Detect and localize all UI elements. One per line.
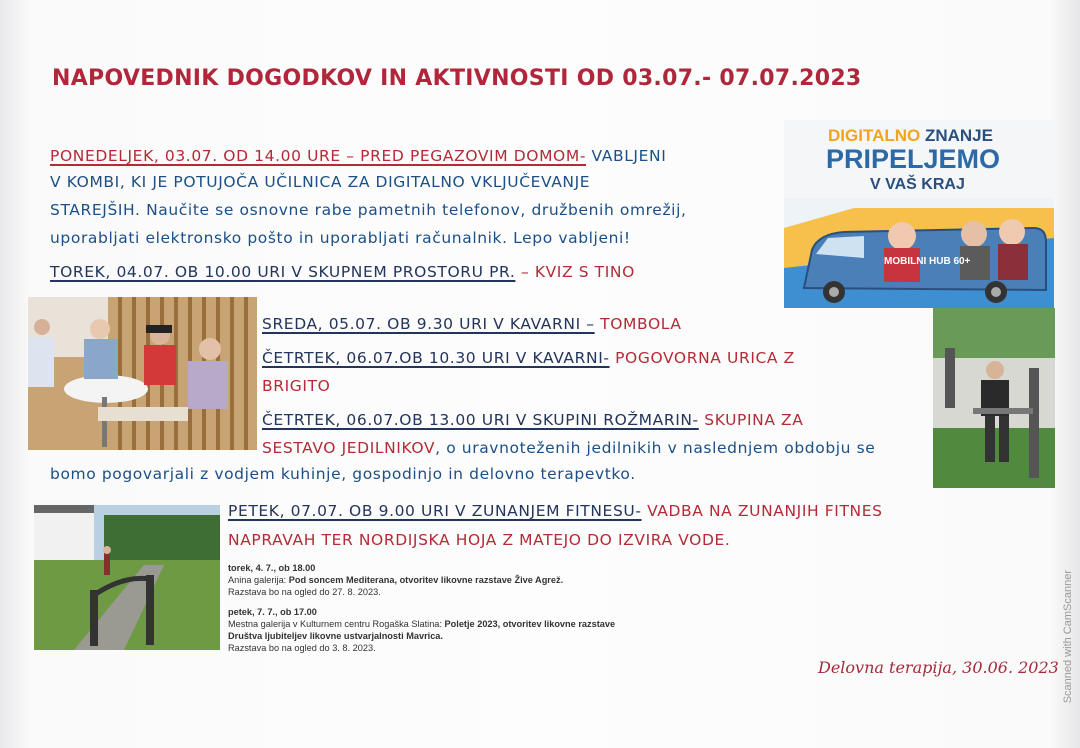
event-friday-heading: PETEK, 07.07. OB 9.00 URI V ZUNANJEM FITNESU-	[228, 502, 642, 520]
gallery-1-until: Razstava bo na ogled do 27. 8. 2023.	[228, 587, 381, 597]
gallery-2-title-cont: Društva ljubiteljev likovne ustvarjalnosti Mavrica.	[228, 631, 443, 641]
event-thursday-2-heading: ČETRTEK, 06.07.OB 13.00 URI V SKUPINI ROŽMARIN-	[262, 411, 699, 429]
event-friday	[228, 501, 883, 521]
event-tuesday-text: – KVIZ S TINO	[520, 263, 635, 281]
gallery-2-title: Poletje 2023, otvoritev likovne razstave	[444, 619, 616, 629]
van-label: MOBILNI HUB 60+	[884, 256, 971, 267]
event-thursday-1-text-cont: BRIGITO	[262, 377, 331, 395]
outdoor-fitness-illustration	[933, 308, 1055, 488]
event-monday	[50, 146, 666, 166]
signature: Delovna terapija, 30.06. 2023	[818, 658, 1059, 677]
gallery-2-date: petek, 7. 7., ob 17.00	[228, 607, 317, 617]
promo-line3: V VAŠ KRAJ	[870, 176, 965, 193]
cafe-photo	[28, 297, 257, 450]
event-thursday-2	[262, 410, 803, 430]
event-thursday-2-text: SKUPINA ZA	[704, 411, 804, 429]
event-wednesday-heading: SREDA, 05.07. OB 9.30 URI V KAVARNI –	[262, 315, 595, 333]
event-tuesday-heading: TOREK, 04.07. OB 10.00 URI V SKUPNEM PROSTORU PR.	[50, 263, 516, 281]
event-tuesday	[50, 262, 635, 282]
event-thursday-2-line: SESTAVO JEDILNIKOV, o uravnoteženih jedilnikih v naslednjem obdobju se	[262, 439, 876, 457]
scanner-watermark: Scanned with CamScanner	[1062, 570, 1074, 704]
digital-knowledge-promo-image	[784, 120, 1054, 308]
park-photo	[34, 505, 220, 650]
gallery-1-date: torek, 4. 7., ob 18.00	[228, 563, 316, 573]
gallery-item-2: petek, 7. 7., ob 17.00 Mestna galerija v Kulturnem centru Rogaška Slatina: Poletje 2023, otvoritev likovne razstave Društva ljubiteljev likovne ustvarjalnosti Mavrica. Razstava bo na ogled do 3. 8. 2023.	[228, 607, 616, 653]
event-friday-text-cont: NAPRAVAH TER NORDIJSKA HOJA Z MATEJO DO IZVIRA VODE.	[228, 531, 731, 549]
event-monday-heading: PONEDELJEK, 03.07. OD 14.00 URE – PRED PEGAZOVIM DOMOM-	[50, 147, 587, 165]
event-thursday-2-line: bomo pogovarjali z vodjem kuhinje, gospodinjo in delovno terapevtko.	[50, 465, 636, 483]
cafe-photo-illustration	[28, 297, 257, 450]
event-monday-line: uporabljati elektronsko pošto in uporabljati računalnik. Lepo vabljeni!	[50, 229, 631, 247]
page-title: NAPOVEDNIK DOGODKOV IN AKTIVNOSTI OD 03.07.- 07.07.2023	[52, 66, 862, 91]
van-illustration	[784, 198, 1054, 308]
gallery-2-until: Razstava bo na ogled do 3. 8. 2023.	[228, 643, 376, 653]
gallery-1-title: Pod soncem Mediterana, otvoritev likovne razstave Žive Agrež.	[288, 575, 564, 585]
event-monday-line: V KOMBI, KI JE POTUJOČA UČILNICA ZA DIGITALNO VKLJUČEVANJE	[50, 173, 591, 191]
gallery-item-1: torek, 4. 7., ob 18.00 Anina galerija: Pod soncem Mediterana, otvoritev likovne razstave Žive Agrež. Razstava bo na ogled do 27. 8. 2023.	[228, 563, 564, 597]
event-thursday-1-heading: ČETRTEK, 06.07.OB 10.30 URI V KAVARNI-	[262, 349, 610, 367]
event-wednesday-text: TOMBOLA	[600, 315, 682, 333]
event-monday-text: VABLJENI	[591, 147, 667, 165]
promo-line2: PRIPELJEMO	[826, 144, 1001, 174]
event-wednesday	[262, 314, 682, 334]
event-thursday-1-text: POGOVORNA URICA Z	[615, 349, 795, 367]
event-friday-text: VADBA NA ZUNANJIH FITNES	[647, 502, 883, 520]
outdoor-fitness-photo	[933, 308, 1055, 488]
park-photo-illustration	[34, 505, 220, 650]
promo-line1: DIGITALNO ZNANJE	[828, 126, 993, 145]
event-monday-line: STAREJŠIH. Naučite se osnovne rabe pametnih telefonov, družbenih omrežij,	[50, 201, 687, 219]
event-thursday-1	[262, 348, 795, 368]
